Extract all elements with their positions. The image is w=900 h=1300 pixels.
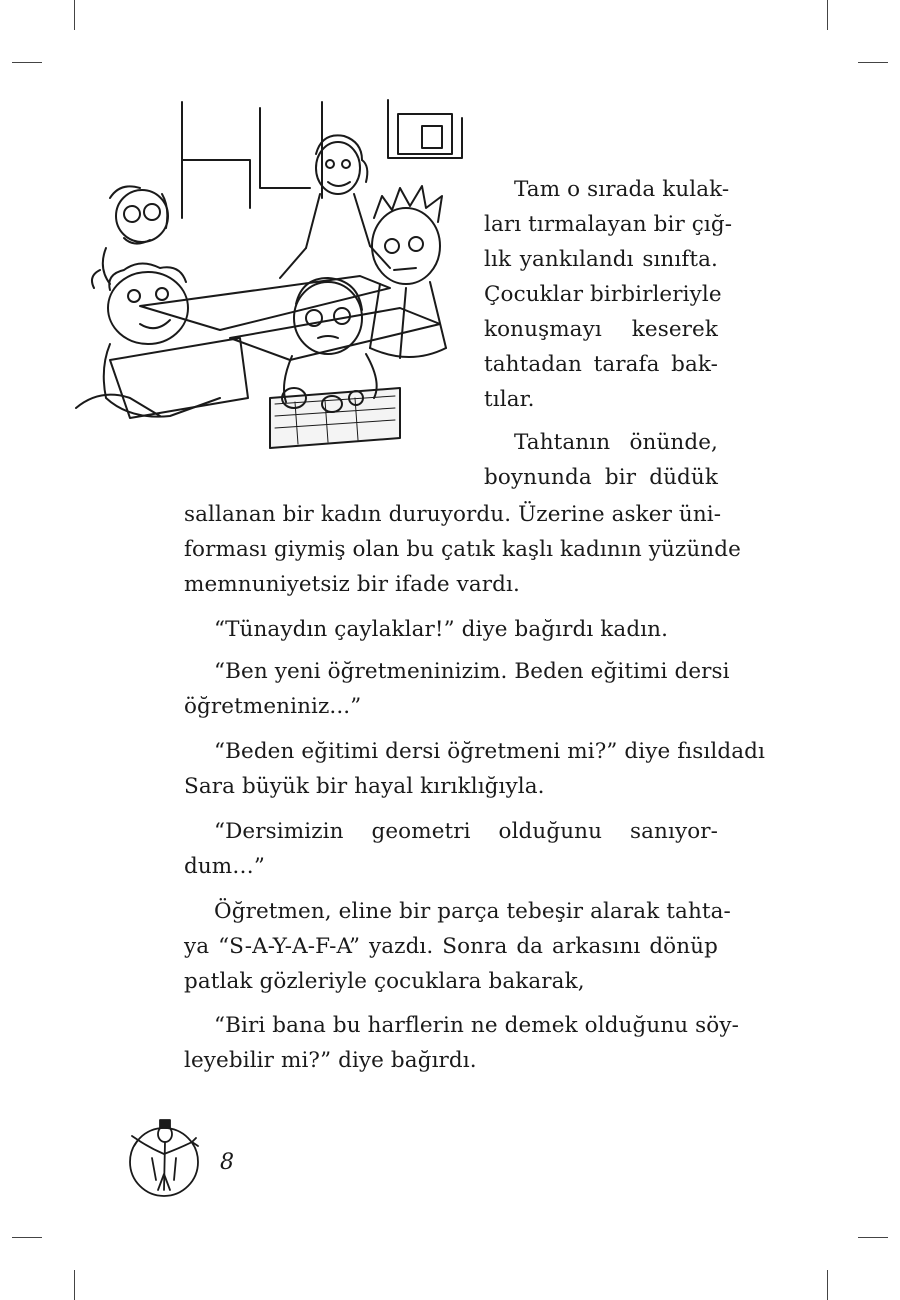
paragraph-2-wide xyxy=(184,497,741,602)
text-line: ya “S-A-Y-A-F-A” yazdı. Sonra da arkasını dönüp xyxy=(184,934,718,959)
text-line: patlak gözleriyle çocuklara bakarak, xyxy=(184,969,585,994)
text-line: “Ben yeni öğretmeninizim. Beden eğitimi dersi xyxy=(214,659,730,684)
paragraph-8 xyxy=(184,1008,739,1078)
crop-mark-bottom-right xyxy=(827,1270,828,1300)
paragraph-2-narrow xyxy=(484,425,718,495)
text-line: Öğretmen, eline bir parça tebeşir alarak tahta- xyxy=(214,899,731,924)
text-line: ları tırmalayan bir çığ- xyxy=(484,212,733,237)
text-line: “Dersimizin geometri olduğunu sanıyor- xyxy=(214,819,718,844)
text-line: memnuniyetsiz bir ifade vardı. xyxy=(184,572,520,597)
text-line: tılar. xyxy=(484,387,535,412)
text-line: “Biri bana bu harflerin ne demek olduğunu söy- xyxy=(214,1013,739,1038)
text-line: Tam o sırada kulak- xyxy=(514,177,730,202)
paragraph-3 xyxy=(184,612,718,647)
text-line: lık yankılandı sınıfta. xyxy=(484,247,718,272)
crop-mark-right-top xyxy=(858,62,888,63)
crop-mark-left-bottom xyxy=(12,1237,42,1238)
text-line: sallanan bir kadın duruyordu. Üzerine asker üni- xyxy=(184,502,722,527)
paragraph-5 xyxy=(184,734,765,804)
page-number: 8 xyxy=(220,1150,234,1175)
text-line: konuşmayı keserek xyxy=(484,317,718,342)
text-line: Çocuklar birbirleriyle xyxy=(484,282,722,307)
crop-mark-top-left xyxy=(74,0,75,30)
paragraph-7 xyxy=(184,894,731,999)
text-line: “Tünaydın çaylaklar!” diye bağırdı kadın. xyxy=(214,617,669,642)
text-line: leyebilir mi?” diye bağırdı. xyxy=(184,1048,477,1073)
text-line: öğretmeniniz...” xyxy=(184,694,362,719)
paragraph-1 xyxy=(484,172,733,417)
text-line: dum…” xyxy=(184,854,265,879)
crop-mark-left-top xyxy=(12,62,42,63)
paragraph-6 xyxy=(184,814,718,884)
crop-mark-top-right xyxy=(827,0,828,30)
text-line: forması giymiş olan bu çatık kaşlı kadının yüzünde xyxy=(184,537,741,562)
text-line: “Beden eğitimi dersi öğretmeni mi?” diye fısıldadı xyxy=(214,739,765,764)
text-line: tahtadan tarafa bak- xyxy=(484,352,718,377)
crop-mark-bottom-left xyxy=(74,1270,75,1300)
classroom-illustration xyxy=(70,98,470,458)
paragraph-4 xyxy=(184,654,730,724)
text-line: boynunda bir düdük xyxy=(484,465,718,490)
stick-figure-logo-icon xyxy=(120,1118,208,1200)
crop-mark-right-bottom xyxy=(858,1237,888,1238)
text-line: Tahtanın önünde, xyxy=(514,430,718,455)
text-line: Sara büyük bir hayal kırıklığıyla. xyxy=(184,774,545,799)
